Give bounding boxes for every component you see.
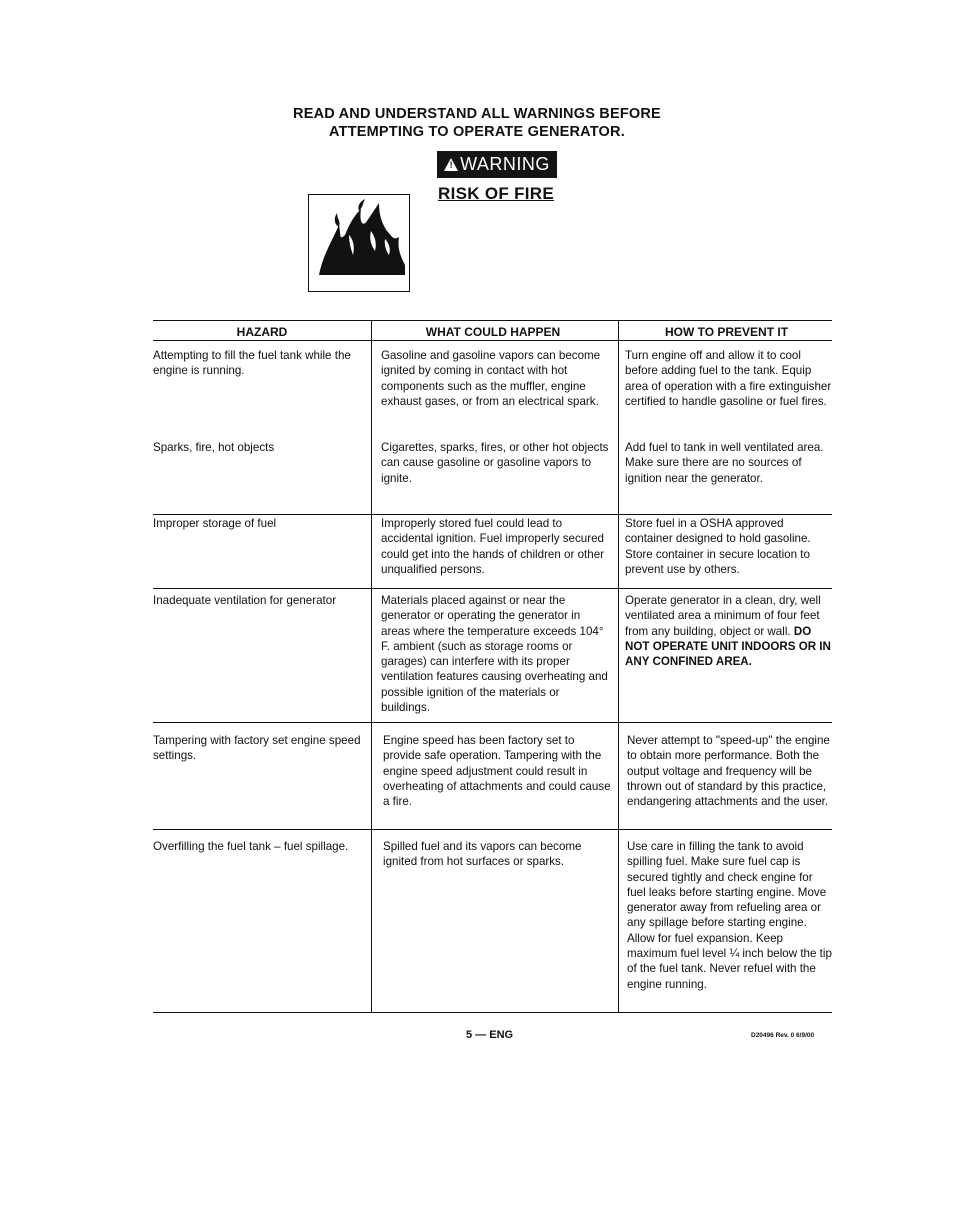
row-divider xyxy=(153,588,832,589)
happen-cell: Gasoline and gasoline vapors can become ignited by coming in contact with hot components such as the muffler, engine exhaust gases, or from an electrical spark. xyxy=(381,349,601,408)
prevent-text: Operate generator in a clean, dry, well ventilated area a minimum of four feet from any building, object or wall. xyxy=(625,594,821,638)
table-top-rule xyxy=(153,320,832,321)
warning-header-line-1: READ AND UNDERSTAND ALL WARNINGS BEFORE xyxy=(293,106,661,122)
hazard-cell: Inadequate ventilation for generator xyxy=(153,594,337,607)
hazard-table xyxy=(153,318,832,1015)
page-number: 5 — ENG xyxy=(466,1029,514,1041)
hazard-cell: Overfilling the fuel tank – fuel spillage. xyxy=(153,840,349,853)
prevent-cell: Use care in filling the tank to avoid spilling fuel. Make sure fuel cap is secured tightly and check engine for fuel leaks before starting engine. Move generator away from refueling area or any spillage before starting engine. Allow for fuel expansion. Keep maximum fuel level ¼ inch below the tip of the fuel tank. Never refuel with the engine running. xyxy=(627,840,832,991)
warning-banner xyxy=(437,151,557,178)
warning-header-line-2: ATTEMPTING TO OPERATE GENERATOR. xyxy=(329,124,625,140)
prevent-cell: Store fuel in a OSHA approved container designed to hold gasoline. Store container in secure location to prevent use by others. xyxy=(625,517,811,576)
prevent-bold-warning: DO NOT OPERATE UNIT INDOORS OR IN ANY CONFINED AREA. xyxy=(625,624,831,669)
column-divider xyxy=(371,321,372,1013)
row-divider xyxy=(153,829,832,830)
hazard-cell: Attempting to fill the fuel tank while the engine is running. xyxy=(153,349,351,378)
column-header-hazard: HAZARD xyxy=(236,325,288,339)
table-header-rule xyxy=(153,340,832,341)
column-divider xyxy=(618,321,619,1013)
hazard-cell: Sparks, fire, hot objects xyxy=(153,441,275,454)
warning-triangle-icon: ! xyxy=(444,158,458,171)
risk-title: RISK OF FIRE xyxy=(438,184,554,203)
column-header-what-could-happen: WHAT COULD HAPPEN xyxy=(425,325,561,339)
happen-cell: Engine speed has been factory set to provide safe operation. Tampering with the engine speed adjustment could result in overheating of attachments and could cause a fire. xyxy=(383,734,611,809)
row-divider xyxy=(153,514,832,515)
row-divider xyxy=(153,722,832,723)
table-bottom-rule xyxy=(153,1012,832,1013)
revision-code: D20496 Rev. 0 6/9/00 xyxy=(751,1032,815,1039)
prevent-cell: Never attempt to "speed-up" the engine to obtain more performance. Both the output voltage and frequency will be thrown out of standard by this practice, endangering attachments and the user. xyxy=(627,734,830,809)
happen-cell: Cigarettes, sparks, fires, or other hot objects can cause gasoline or gasoline vapors to ignite. xyxy=(381,441,609,485)
prevent-cell: Add fuel to tank in well ventilated area. Make sure there are no sources of ignition near the generator. xyxy=(625,441,824,485)
fire-icon-box xyxy=(308,194,410,292)
happen-cell: Spilled fuel and its vapors can become ignited from hot surfaces or sparks. xyxy=(383,840,582,869)
column-header-how-to-prevent: HOW TO PREVENT IT xyxy=(664,325,789,339)
happen-cell: Improperly stored fuel could lead to accidental ignition. Fuel improperly secured could get into the hands of children or other unqualified persons. xyxy=(381,517,605,576)
hazard-cell: Improper storage of fuel xyxy=(153,517,277,530)
prevent-cell: Turn engine off and allow it to cool before adding fuel to the tank. Equip area of operation with a fire extinguisher certified to handle gasoline or fuel fires. xyxy=(625,349,832,408)
warning-label: WARNING xyxy=(460,154,550,174)
fire-icon xyxy=(309,195,409,291)
happen-cell: Materials placed against or near the generator or operating the generator in areas where the temperature exceeds 104° F. ambient (such as storage rooms or garages) can interfere with its proper ventilation features causing overheating and possible ignition of the materials or buildings. xyxy=(381,594,608,715)
hazard-cell: Tampering with factory set engine speed settings. xyxy=(153,734,361,763)
prevent-cell xyxy=(625,593,832,669)
